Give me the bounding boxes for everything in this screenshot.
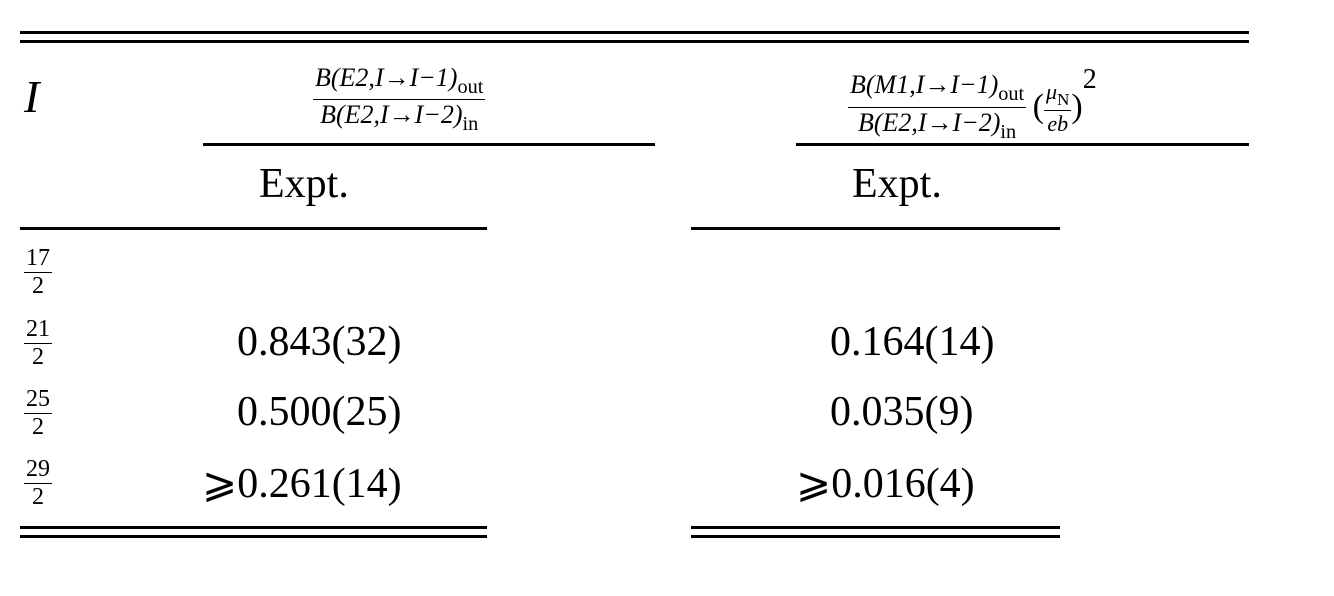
unit-fraction <box>1044 80 1071 135</box>
e2-value-cell: ⩾0.261(14) <box>202 461 402 507</box>
unit-open-paren: ( <box>1032 88 1044 126</box>
top-rule-2 <box>20 40 1249 43</box>
table-row-spin <box>24 246 52 299</box>
e2-expt-subheader: Expt. <box>259 161 349 207</box>
spin-denominator: 2 <box>32 484 44 511</box>
m1-value-cell: ⩾0.016(4) <box>796 461 975 507</box>
m1-value-cell: 0.164(14) <box>830 319 995 365</box>
e2-num-prefix: B( <box>315 63 340 92</box>
unit-mu: μ <box>1045 78 1058 104</box>
unit-eb: eb <box>1047 110 1069 136</box>
e2-expt-rule <box>20 227 487 230</box>
top-rule-1 <box>20 31 1249 34</box>
e2-ratio-header <box>313 64 485 136</box>
table-row-spin <box>24 387 52 440</box>
spin-numerator: 21 <box>24 317 52 344</box>
m1-num-sub: out <box>998 83 1025 106</box>
m1-header-rule <box>796 143 1249 146</box>
table-row-spin <box>24 457 52 510</box>
m1-den-arrow: I→I−2) <box>917 107 1001 137</box>
spin-numerator: 17 <box>24 246 52 273</box>
unit-mu-sub: N <box>1057 89 1070 109</box>
m1-bottom-rule-1 <box>691 526 1060 529</box>
m1-bottom-rule-2 <box>691 535 1060 538</box>
m1-ratio-header <box>848 64 1097 143</box>
spin-denominator: 2 <box>32 273 44 300</box>
column-header-spin: I <box>24 71 40 122</box>
m1-expt-rule <box>691 227 1060 230</box>
e2-num-mid: E2, <box>339 63 375 92</box>
e2-value-cell: 0.500(25) <box>237 389 402 435</box>
e2-bottom-rule-1 <box>20 526 487 529</box>
unit-power: 2 <box>1082 64 1097 95</box>
m1-num-arrow: I→I−1) <box>915 70 999 100</box>
spin-denominator: 2 <box>32 344 44 371</box>
e2-num-arrow: I→I−1) <box>374 63 458 92</box>
e2-den-mid: E2, <box>344 100 380 130</box>
m1-den-prefix: B( <box>857 107 883 137</box>
e2-bottom-rule-2 <box>20 535 487 538</box>
m1-value-cell: 0.035(9) <box>830 389 974 435</box>
e2-den-prefix: B( <box>320 100 345 130</box>
m1-den-mid: E2, <box>882 107 918 137</box>
e2-header-rule <box>203 143 655 146</box>
spin-numerator: 29 <box>24 457 52 484</box>
m1-den-sub: in <box>1000 120 1017 143</box>
e2-num-sub: out <box>457 76 484 99</box>
spin-numerator: 25 <box>24 387 52 414</box>
m1-num-mid: M1, <box>874 70 916 100</box>
m1-expt-subheader: Expt. <box>852 161 942 207</box>
m1-num-prefix: B( <box>850 70 875 100</box>
e2-den-sub: in <box>462 113 479 136</box>
spin-denominator: 2 <box>32 414 44 441</box>
e2-value-cell: 0.843(32) <box>237 319 402 365</box>
e2-den-arrow: I→I−2) <box>380 100 463 130</box>
unit-close-paren: ) <box>1071 88 1083 126</box>
table-row-spin <box>24 317 52 370</box>
